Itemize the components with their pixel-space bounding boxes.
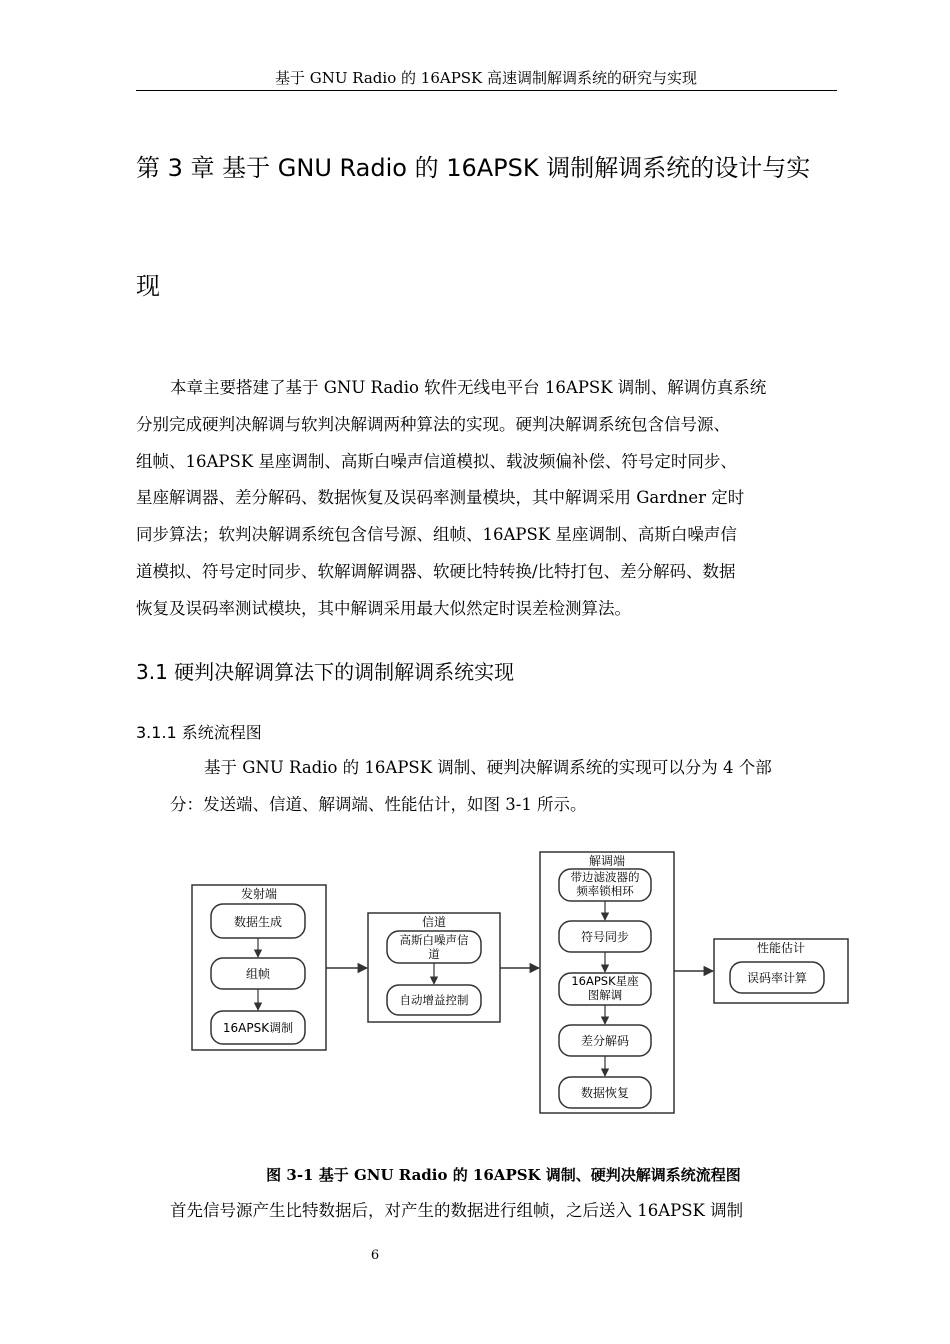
text-line: 组帧、16APSK 星座调制、高斯白噪声信道模拟、载波频偏补偿、符号定时同步、 [136, 451, 737, 471]
performance-title: 性能估计 [756, 941, 806, 955]
transmitter-group [192, 885, 326, 1050]
page-number: 6 [370, 1248, 380, 1263]
figure-caption: 图 3-1 基于 GNU Radio 的 16APSK 调制、硬判决解调系统流程图 [266, 1166, 741, 1184]
text-line: 星座解调器、差分解码、数据恢复及误码率测量模块，其中解调采用 Gardner 定时 [136, 488, 745, 508]
pll-label: 频率锁相环 [576, 884, 634, 898]
framing-label: 组帧 [245, 967, 271, 981]
system-flowchart [185, 848, 855, 1120]
agc-label: 自动增益控制 [399, 993, 469, 1007]
text-line: 道模拟、符号定时同步、软解调解调器、软硬比特转换/比特打包、差分解码、数据 [136, 561, 736, 581]
text-line: 恢复及误码率测试模块，其中解调采用最大似然定时误差检测算法。 [136, 598, 631, 618]
chapter-title: 第 3 章 基于 GNU Radio 的 16APSK 调制解调系统的设计与实 [136, 154, 811, 182]
performance-group [714, 939, 848, 1003]
section-heading: 3.1 硬判决解调算法下的调制解调系统实现 [136, 660, 515, 684]
closing-paragraph [136, 1193, 837, 1230]
demodulator-title: 解调端 [588, 854, 626, 868]
transmitter-title: 发射端 [240, 887, 278, 901]
text-line: 同步算法；软判决解调系统包含信号源、组帧、16APSK 星座调制、高斯白噪声信 [136, 525, 737, 545]
symbol-sync-label: 符号同步 [580, 930, 630, 944]
demodulator-group [540, 852, 674, 1113]
text-line: 分别完成硬判决解调与软判决解调两种算法的实现。硬判决解调系统包含信号源、 [136, 414, 730, 434]
text-line: 分：发送端、信道、解调端、性能估计，如图 3-1 所示。 [170, 794, 587, 814]
channel-title: 信道 [421, 915, 447, 929]
pll-label: 带边滤波器的 [570, 870, 640, 884]
running-header: 基于 GNU Radio 的 16APSK 高速调制解调系统的研究与实现 [274, 69, 698, 87]
awgn-label: 高斯白噪声信 [399, 933, 469, 947]
differential-decode-label: 差分解码 [580, 1034, 630, 1048]
chapter-title-continued: 现 [136, 272, 160, 300]
text-line: 首先信号源产生比特数据后，对产生的数据进行组帧，之后送入 16APSK 调制 [170, 1201, 744, 1220]
data-recovery-label: 数据恢复 [580, 1086, 630, 1100]
awgn-label: 道 [428, 947, 440, 961]
intro-paragraph [136, 370, 837, 628]
header-rule [136, 90, 837, 91]
text-line: 本章主要搭建了基于 GNU Radio 软件无线电平台 16APSK 调制、解调仿真系统 [170, 378, 767, 397]
constellation-demod-label: 16APSK星座 [571, 974, 639, 988]
data-generation-label: 数据生成 [233, 915, 283, 929]
ber-label: 误码率计算 [746, 971, 808, 985]
subsection-paragraph [170, 750, 837, 824]
channel-group [368, 913, 500, 1022]
subsection-heading: 3.1.1 系统流程图 [136, 723, 262, 742]
text-line: 基于 GNU Radio 的 16APSK 调制、硬判决解调系统的实现可以分为 4 个部 [204, 758, 772, 777]
constellation-demod-label: 图解调 [587, 988, 623, 1002]
apsk-modulation-label: 16APSK调制 [222, 1021, 294, 1035]
